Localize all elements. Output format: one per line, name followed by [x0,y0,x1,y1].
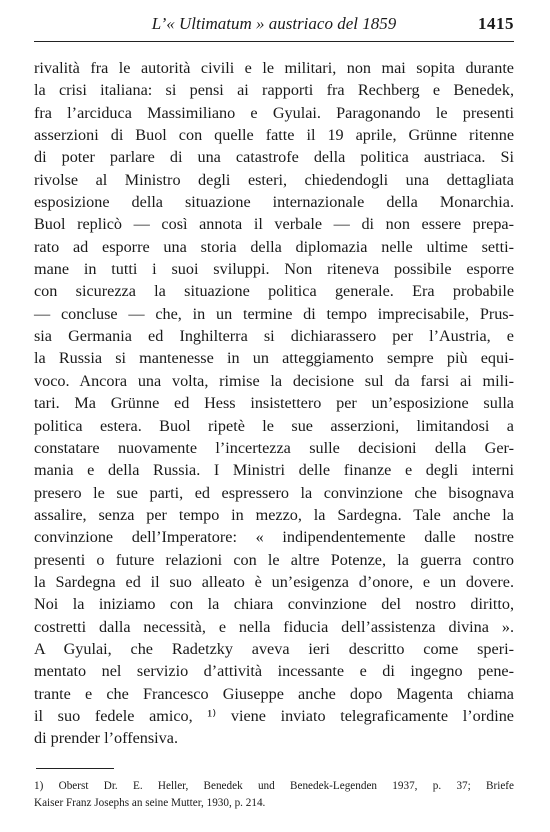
text-line: constatare nuovamente l’incertezza sulle decisioni della Ger- [34,438,514,457]
text-line: mania e della Russia. I Ministri delle finanze e degli interni [34,461,514,480]
footnote-line: 1) Oberst Dr. E. Heller, Benedek und Benedek-Legenden 1937, p. 37; Briefe [34,780,514,792]
running-title: L’« Ultimatum » austriaco del 1859 [151,14,397,33]
text-line: rivolse al Ministro degli esteri, chiedendogli una dettagliata [34,170,514,189]
text-line: la crisi italiana: si pensi ai rapporti fra Rechberg e Benedek, [34,81,514,100]
text-line: il suo fedele amico, ¹⁾ viene inviato telegraficamente l’ordine [34,706,514,725]
text-line: di poter parlare di una catastrofe della politica austriaca. Si [34,148,514,167]
text-line: rivalità fra le autorità civili e le militari, non mai sopita durante [34,59,514,77]
footnote-rule [36,768,114,769]
running-header [34,14,514,38]
text-line: rato ad esporre una storia della diplomazia nelle ultime setti- [34,237,514,256]
text-line: voco. Ancora una volta, rimise la decisione sul da farsi ai mili- [34,371,514,390]
text-line: trante e che Francesco Giuseppe anche dopo Magenta chiama [34,684,514,703]
text-line: assalire, senza per tempo in mezzo, la Sardegna. Tale anche la [34,505,514,524]
text-line: presero le sue parti, ed espressero la convinzione che bisognava [34,483,514,502]
text-line: di prender l’offensiva. [34,729,178,748]
text-line: convinzione dell’Imperatore: « indipendentemente dalle nostre [34,528,514,547]
text-line: mentato nel servizio d’attività incessante e di ingegno pene- [34,662,514,681]
text-line: A Gyulai, che Radetzky aveva ieri descritto come speri- [34,639,514,658]
text-line: sia Germania ed Inghilterra si dichiarassero per l’Austria, e [34,327,514,346]
text-line: politica estera. Buol ripetè le sue asserzioni, limitandosi a [34,416,514,435]
text-line: Buol replicò — così annota il verbale — di non essere prepa- [34,215,514,234]
footnote-line: Kaiser Franz Josephs an seine Mutter, 1930, p. 214. [34,797,266,809]
text-line: la Sardegna ed il suo alleato è un’esigenza d’onore, e un dovere. [34,572,514,591]
header-rule [34,41,514,42]
footnote [34,778,514,812]
text-line: tari. Ma Grünne ed Hess insistettero per un’esposizione sulla [34,394,514,413]
text-line: — concluse — che, in un termine di tempo imprecisabile, Prus- [34,304,514,323]
text-line: presenti o future relazioni con le altre Potenze, la guerra contro [34,550,514,569]
text-line: costretti dalla necessità, e nella fiducia dell’assistenza divina ». [34,617,514,636]
text-line: fra l’arciduca Massimiliano e Gyulai. Paragonando le presenti [34,103,514,122]
text-line: asserzioni di Buol con quelle fatte il 19 aprile, Grünne ritenne [34,126,514,145]
body-text [34,57,514,750]
text-line: con sicurezza la situazione politica generale. Era probabile [34,282,514,301]
text-line: Noi la iniziamo con la chiara convinzione del nostro diritto, [34,595,514,614]
text-line: esposizione della situazione internazionale della Monarchia. [34,193,514,212]
text-line: mane in tutti i suoi sviluppi. Non riteneva possibile esporre [34,260,514,279]
text-line: la Russia si mantenesse in un atteggiamento sempre più equi- [34,349,514,368]
page-number: 1415 [478,14,514,33]
